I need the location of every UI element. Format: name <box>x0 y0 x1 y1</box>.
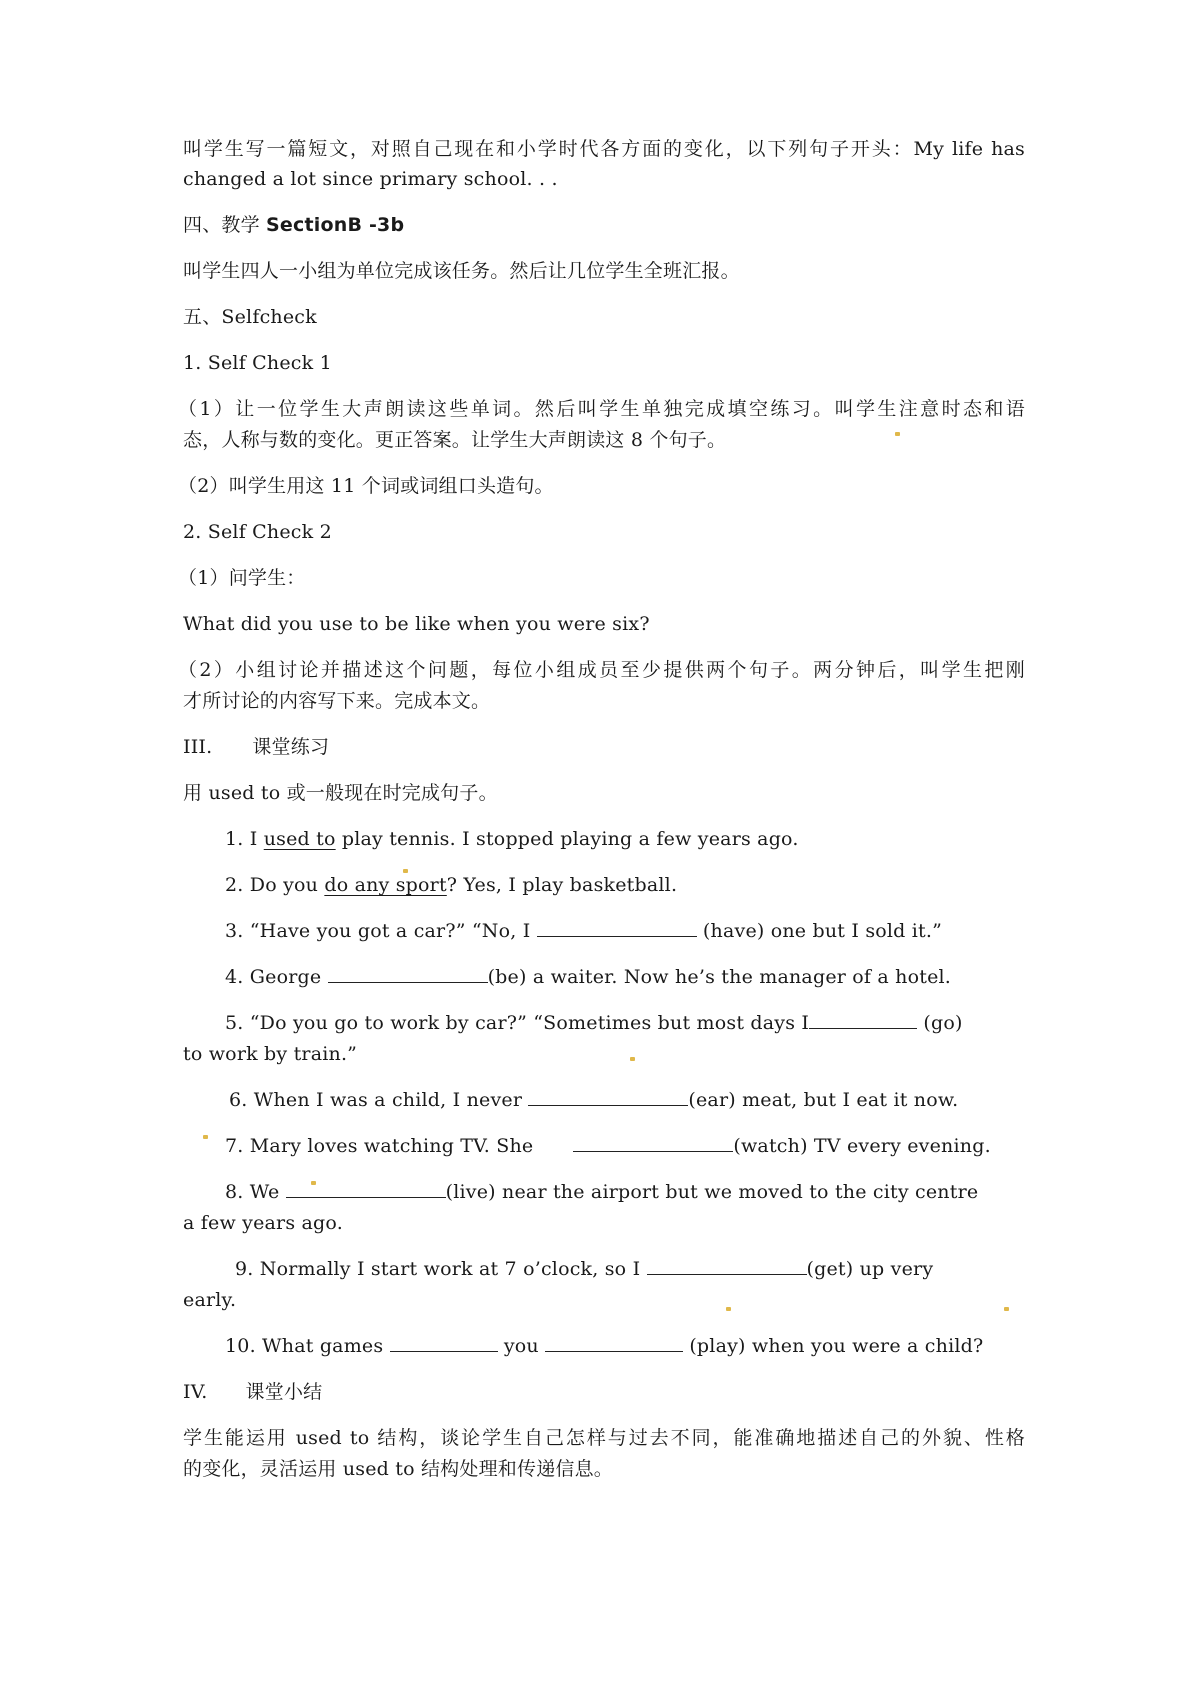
section4-title: SectionB -3b <box>266 214 405 236</box>
exercise-6: 6. When I was a child, I never (ear) meat, but I eat it now. <box>229 1089 959 1111</box>
highlight-mark <box>403 869 408 873</box>
intro-line-2: changed a lot since primary school. . . <box>183 168 558 190</box>
answer-blank[interactable] <box>545 1333 683 1352</box>
exercise-5-line-2: to work by train.” <box>183 1043 358 1065</box>
self-check-1-title: 1. Self Check 1 <box>183 352 332 374</box>
section4-prefix: 四、教学 <box>183 214 267 236</box>
answer-blank[interactable] <box>573 1133 733 1152</box>
answer-blank[interactable] <box>647 1256 807 1275</box>
section4-heading <box>183 209 1025 241</box>
exercise-1-answer: used to <box>263 828 336 850</box>
exercise-8-line-1: 8. We (live) near the airport but we moved to the city centre <box>225 1181 979 1203</box>
self-check-1-item1-line1: （1）让一位学生大声朗读这些单词。然后叫学生单独完成填空练习。叫学生注意时态和语 <box>178 398 1025 420</box>
exercise-9-line-2: early. <box>183 1289 237 1311</box>
section4b-heading <box>183 1376 1025 1408</box>
answer-blank[interactable] <box>809 1010 917 1029</box>
self-check-2-item2-line2: 才所讨论的内容写下来。完成本文。 <box>183 690 491 712</box>
highlight-mark <box>311 1181 316 1185</box>
section4-text: 叫学生四人一小组为单位完成该任务。然后让几位学生全班汇报。 <box>183 260 740 282</box>
section3-num: III. <box>183 736 213 758</box>
highlight-mark <box>630 1057 635 1061</box>
highlight-mark <box>726 1307 731 1311</box>
exercise-3: 3. “Have you got a car?” “No, I (have) one but I sold it.” <box>225 920 943 942</box>
summary-line-1: 学生能运用 used to 结构，谈论学生自己怎样与过去不同，能准确地描述自己的外貌、性格 <box>183 1427 1025 1449</box>
exercise-2: 2. Do you do any sport? Yes, I play basketball. <box>225 874 678 896</box>
intro-line-1: 叫学生写一篇短文，对照自己现在和小学时代各方面的变化，以下列句子开头：My life has <box>183 138 1025 160</box>
exercise-9-line-1: 9. Normally I start work at 7 o’clock, so I (get) up very <box>235 1258 934 1280</box>
self-check-2-item1: （1）问学生： <box>178 567 306 589</box>
section3-instruction: 用 used to 或一般现在时完成句子。 <box>183 782 498 804</box>
section5-title: 五、Selfcheck <box>183 306 317 328</box>
self-check-2-question: What did you use to be like when you were six? <box>183 613 650 635</box>
answer-blank[interactable] <box>390 1333 498 1352</box>
highlight-mark <box>895 432 900 436</box>
answer-blank[interactable] <box>537 918 697 937</box>
self-check-2-title: 2. Self Check 2 <box>183 521 332 543</box>
self-check-1-item1-line2: 态，人称与数的变化。更正答案。让学生大声朗读这 8 个句子。 <box>183 429 727 451</box>
answer-blank[interactable] <box>286 1179 446 1198</box>
highlight-mark <box>1004 1307 1009 1311</box>
section4b-title: 课堂小结 <box>245 1381 323 1403</box>
section4b-num: IV. <box>183 1381 208 1403</box>
summary-line-2: 的变化，灵活运用 used to 结构处理和传递信息。 <box>183 1458 613 1480</box>
exercise-1: 1. I used to play tennis. I stopped playing a few years ago. <box>225 828 799 850</box>
self-check-1-item2: （2）叫学生用这 11 个词或词组口头造句。 <box>178 475 554 497</box>
section3-heading <box>183 731 1025 763</box>
exercise-2-answer: do any sport <box>324 874 447 896</box>
section3-title: 课堂练习 <box>252 736 330 758</box>
highlight-mark <box>203 1135 208 1139</box>
self-check-2-item2-line1: （2）小组讨论并描述这个问题，每位小组成员至少提供两个句子。两分钟后，叫学生把刚 <box>178 659 1025 681</box>
exercise-8-line-2: a few years ago. <box>183 1212 343 1234</box>
answer-blank[interactable] <box>328 964 488 983</box>
exercise-10: 10. What games you (play) when you were a child? <box>225 1335 984 1357</box>
answer-blank[interactable] <box>528 1087 688 1106</box>
exercise-7: 7. Mary loves watching TV. She (watch) TV every evening. <box>225 1135 991 1157</box>
exercise-5-line-1: 5. “Do you go to work by car?” “Sometimes but most days I (go) <box>225 1012 963 1034</box>
exercise-4: 4. George (be) a waiter. Now he’s the manager of a hotel. <box>225 966 952 988</box>
